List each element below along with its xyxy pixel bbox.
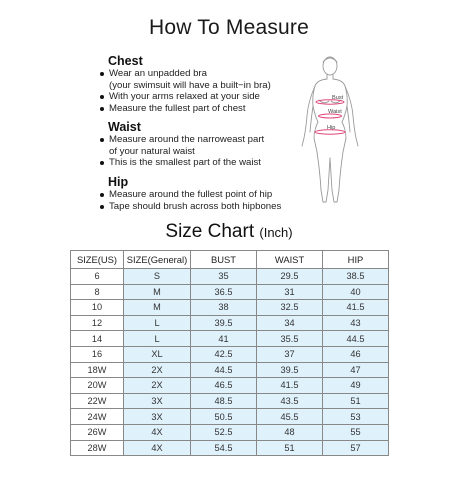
table-cell: 45.5 — [257, 409, 323, 425]
chest-section — [100, 54, 271, 114]
table-cell: 38.5 — [323, 269, 389, 285]
table-row — [71, 300, 389, 316]
bullet-item — [100, 103, 271, 115]
bullet-item — [100, 189, 281, 201]
table-cell: 34 — [257, 315, 323, 331]
table-row — [71, 346, 389, 362]
table-cell: 4X — [124, 424, 191, 440]
table-cell: 35.5 — [257, 331, 323, 347]
waist-section — [100, 120, 264, 169]
table-cell: 14 — [71, 331, 124, 347]
table-cell: 24W — [71, 409, 124, 425]
table-cell: 3X — [124, 393, 191, 409]
waist-label: Waist — [328, 109, 342, 115]
table-cell: 41.5 — [323, 300, 389, 316]
bullet-dot-icon — [100, 138, 104, 142]
table-cell: 39.5 — [191, 315, 257, 331]
bullet-dot-icon — [100, 205, 104, 209]
table-cell: 4X — [124, 440, 191, 456]
table-cell: 39.5 — [257, 362, 323, 378]
bullet-text: This is the smallest part of the waist — [109, 157, 261, 169]
table-cell: 43 — [323, 315, 389, 331]
column-header: SIZE(General) — [124, 251, 191, 269]
table-cell: 47 — [323, 362, 389, 378]
table-cell: 36.5 — [191, 284, 257, 300]
waist-heading: Waist — [108, 120, 141, 134]
size-chart-table — [70, 250, 389, 456]
table-cell: 42.5 — [191, 346, 257, 362]
bust-label: Bust — [332, 95, 344, 101]
table-cell: 48 — [257, 424, 323, 440]
bullet-text: Measure around the narroweast part — [109, 134, 265, 145]
table-cell: 44.5 — [323, 331, 389, 347]
table-cell: 51 — [257, 440, 323, 456]
table-row — [71, 378, 389, 394]
table-cell: 41.5 — [257, 378, 323, 394]
body-figure — [290, 52, 370, 212]
table-cell: 50.5 — [191, 409, 257, 425]
table-cell: 38 — [191, 300, 257, 316]
table-cell: 20W — [71, 378, 124, 394]
bullet-text: Measure the fullest part of chest — [109, 102, 246, 114]
table-cell: 31 — [257, 284, 323, 300]
table-cell: 40 — [323, 284, 389, 300]
unit-label: (Inch) — [259, 225, 293, 240]
table-cell: 35 — [191, 269, 257, 285]
bullet-text: Tape should brush across both hipbones — [109, 200, 282, 212]
table-cell: 2X — [124, 378, 191, 394]
table-row — [71, 440, 389, 456]
size-chart-heading: Size Chart — [165, 221, 255, 242]
bullet-continuation: (your swimsuit will have a built−in bra) — [109, 79, 271, 91]
table-cell: 53 — [323, 409, 389, 425]
bullet-dot-icon — [100, 95, 104, 99]
table-cell: XL — [124, 346, 191, 362]
size-chart-title — [0, 221, 458, 243]
page-title: How To Measure — [149, 16, 309, 39]
table-cell: 2X — [124, 362, 191, 378]
table-row — [71, 315, 389, 331]
table-row — [71, 331, 389, 347]
bullet-continuation: of your natural waist — [109, 145, 195, 157]
table-cell: 43.5 — [257, 393, 323, 409]
hip-label: Hip — [327, 125, 336, 131]
bullet-item — [100, 68, 271, 80]
hip-heading: Hip — [108, 175, 129, 189]
table-cell: 57 — [323, 440, 389, 456]
table-cell: 46.5 — [191, 378, 257, 394]
hip-section — [100, 175, 281, 212]
bullet-dot-icon — [100, 193, 104, 197]
table-cell: 46 — [323, 346, 389, 362]
column-header: SIZE(US) — [71, 251, 124, 269]
table-row — [71, 424, 389, 440]
table-cell: L — [124, 331, 191, 347]
table-row — [71, 269, 389, 285]
table-cell: L — [124, 315, 191, 331]
table-cell: 48.5 — [191, 393, 257, 409]
table-cell: 22W — [71, 393, 124, 409]
table-cell: 18W — [71, 362, 124, 378]
column-header: WAIST — [257, 251, 323, 269]
table-cell: 37 — [257, 346, 323, 362]
table-cell: 26W — [71, 424, 124, 440]
table-cell: 12 — [71, 315, 124, 331]
bullet-text: With your arms relaxed at your side — [109, 91, 260, 103]
table-cell: 29.5 — [257, 269, 323, 285]
table-cell: 51 — [323, 393, 389, 409]
table-cell: 52.5 — [191, 424, 257, 440]
chest-heading: Chest — [108, 54, 143, 68]
bullet-text: Wear an unpadded bra — [109, 68, 207, 79]
table-row — [71, 284, 389, 300]
bullet-item — [100, 201, 281, 213]
column-header: HIP — [323, 251, 389, 269]
table-cell: 6 — [71, 269, 124, 285]
table-cell: 10 — [71, 300, 124, 316]
table-cell: 28W — [71, 440, 124, 456]
table-row — [71, 409, 389, 425]
bullet-text: Measure around the fullest point of hip — [109, 189, 273, 200]
table-cell: M — [124, 300, 191, 316]
table-cell: S — [124, 269, 191, 285]
table-cell: 55 — [323, 424, 389, 440]
table-row — [71, 362, 389, 378]
column-header: BUST — [191, 251, 257, 269]
table-cell: 49 — [323, 378, 389, 394]
table-cell: 3X — [124, 409, 191, 425]
table-cell: M — [124, 284, 191, 300]
bullet-dot-icon — [100, 161, 104, 165]
bullet-item — [100, 134, 264, 146]
table-cell: 44.5 — [191, 362, 257, 378]
table-header-row — [71, 251, 389, 269]
bullet-dot-icon — [100, 72, 104, 76]
table-cell: 8 — [71, 284, 124, 300]
bullet-dot-icon — [100, 107, 104, 111]
table-cell: 16 — [71, 346, 124, 362]
table-body — [71, 269, 389, 456]
bullet-item — [100, 157, 264, 169]
table-cell: 32.5 — [257, 300, 323, 316]
table-cell: 41 — [191, 331, 257, 347]
bullet-item — [100, 91, 271, 103]
table-row — [71, 393, 389, 409]
table-cell: 54.5 — [191, 440, 257, 456]
